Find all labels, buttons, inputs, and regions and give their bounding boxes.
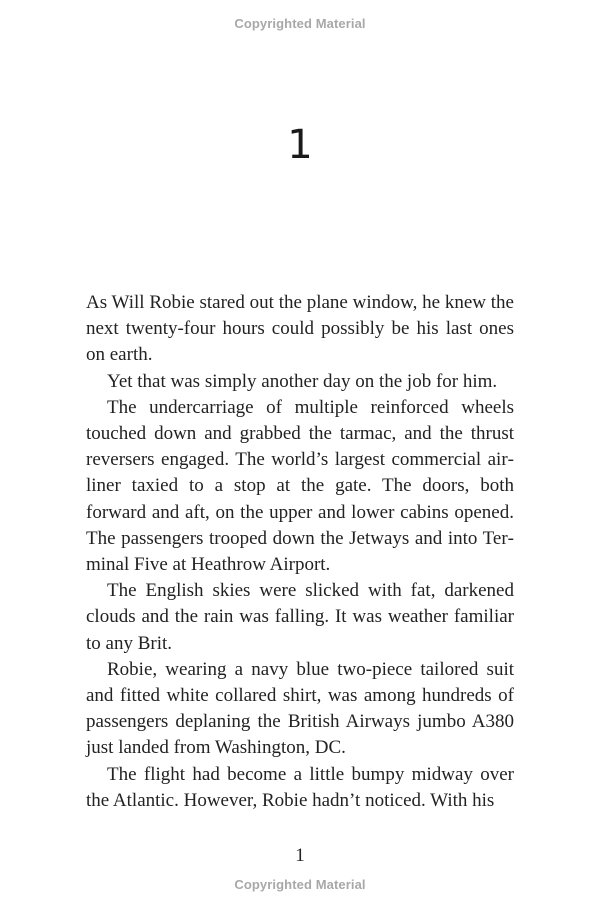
paragraph-3: The undercarriage of multiple reinforced wheels touched down and grabbed the tarmac, and the thrust reversers engaged. The world’s largest commercial airliner taxied to a stop at the gate. The doors, both forward and aft, on the upper and lower cabins opened. The passengers trooped down the Jetways and into Terminal Five at Heathrow Airport. [86,396,514,576]
chapter-body [86,290,514,814]
paragraph-4: The English skies were slicked with fat, darkened clouds and the rain was falling. It was weather familiar to any Brit. [86,580,514,654]
paragraph-5: Robie, wearing a navy blue two-piece tailored suit and fitted white collared shirt, was among hundreds of passengers deplaning the British Airways jumbo A380 just landed from Washington, DC. [86,658,514,759]
paragraph-1: As Will Robie stared out the plane window, he knew the next twenty-four hours could possibly be his last ones on earth. [86,292,514,366]
paragraph-6: The flight had become a little bumpy midway over the Atlantic. However, Robie hadn’t noticed. With his [86,763,514,811]
paragraph-2: Yet that was simply another day on the job for him. [107,370,498,392]
chapter-number: 1 [287,122,313,168]
page-number: 1 [295,845,305,866]
copyright-watermark-bottom: Copyrighted Material [234,877,366,892]
copyright-watermark-top: Copyrighted Material [234,16,366,31]
